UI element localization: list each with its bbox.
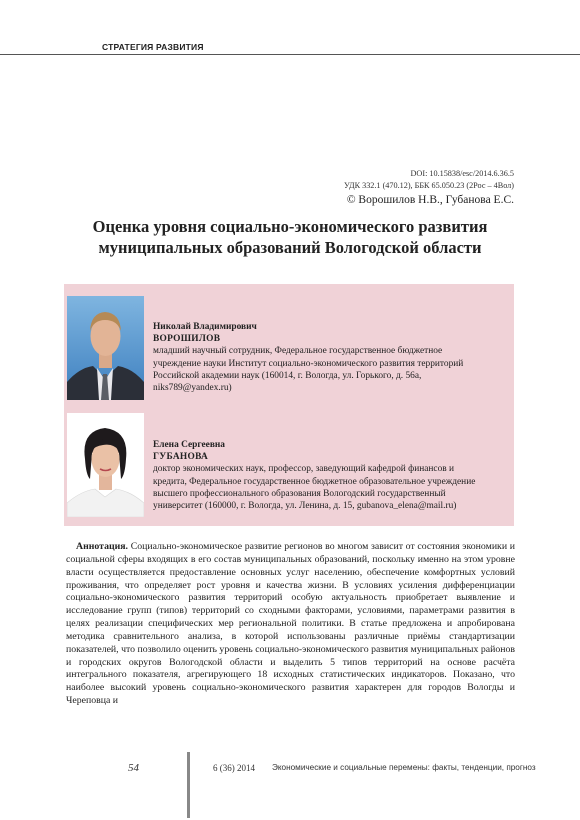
author-given-name: Елена Сергеевна: [153, 440, 225, 450]
author-affiliation-line: Российской академии наук (160014, г. Вологда, ул. Горького, д. 56а,: [153, 370, 422, 381]
author-affiliation-line: учреждение науки Институт социально-экономического развития территорий: [153, 358, 464, 369]
udk: УДК 332.1 (470.12), ББК 65.050.23 (2Рос – 4Вол): [344, 181, 514, 190]
author-affiliation-line: кредита, Федеральное государственное бюджетное образовательное учреждение: [153, 476, 476, 487]
title-line: муниципальных образований Вологодской области: [98, 238, 482, 257]
author-surname: ГУБАНОВА: [153, 452, 209, 463]
author-affiliation-line: высшего профессионального образования Вологодский государственный: [153, 488, 446, 499]
doi: DOI: 10.15838/esc/2014.6.36.5: [410, 169, 514, 178]
journal-issue: 6 (36) 2014: [213, 763, 255, 773]
abstract-text: Социально-экономическое развитие регионов во многом зависит от состояния экономики и социальной сферы входящих в его состав муниципальных образований, поскольку именно на этом уровне власти осуществляется предоставление основных услуг населению, обеспечение комфортных условий проживания, что определяет рост уровня и качества жизни. В условиях усиления дифференциации социально-экономического развития территорий особую актуальность приобретает выявление и исследование групп (типов) территорий со сходными факторами, условиями, параметрами развития в целях реализации специфических мер региональной политики. В статье предложена и апробирована методика сравнительного анализа, в которой использованы различные приёмы стандартизации показателей, что позволило оценить уровень социально-экономического развития муниципальных районов и городских округов Вологодской области и выделить 5 типов территорий на основе расчёта интегрального показателя, агрегирующего 18 исходных статистических индикаторов. Показано, что наиболее высокий уровень социально-экономического развития характерен для городов Вологды и Череповца и: [66, 541, 515, 707]
copyright: © Ворошилов Н.В., Губанова Е.С.: [346, 194, 514, 206]
author-affiliation-line: младший научный сотрудник, Федеральное государственное бюджетное: [153, 346, 443, 357]
author-given-name: Николай Владимирович: [153, 322, 257, 332]
page-number: 54: [128, 762, 139, 774]
author-block-voroshilov: [153, 321, 515, 394]
author-photo-voroshilov: [67, 296, 144, 400]
author-surname: ВОРОШИЛОВ: [153, 334, 221, 345]
author-photo-gubanova: [67, 413, 144, 517]
journal-name: Экономические и социальные перемены: факты, тенденции, прогноз: [272, 763, 536, 772]
abstract: [66, 541, 515, 708]
author-email-line: niks789@yandex.ru): [153, 383, 232, 394]
footer-divider: [187, 752, 190, 818]
section-label: СТРАТЕГИЯ РАЗВИТИЯ: [102, 42, 204, 52]
author-affiliation-line: доктор экономических наук, профессор, заведующий кафедрой финансов и: [153, 464, 455, 475]
article-title: [70, 216, 510, 258]
title-line: Оценка уровня социально-экономического развития: [92, 217, 488, 236]
header-rule: [0, 54, 580, 55]
author-block-gubanova: [153, 439, 515, 512]
author-affiliation-line: университет (160000, г. Вологда, ул. Ленина, д. 15, gubanova_elena@mail.ru): [153, 501, 457, 512]
abstract-lead: Аннотация.: [76, 541, 129, 552]
